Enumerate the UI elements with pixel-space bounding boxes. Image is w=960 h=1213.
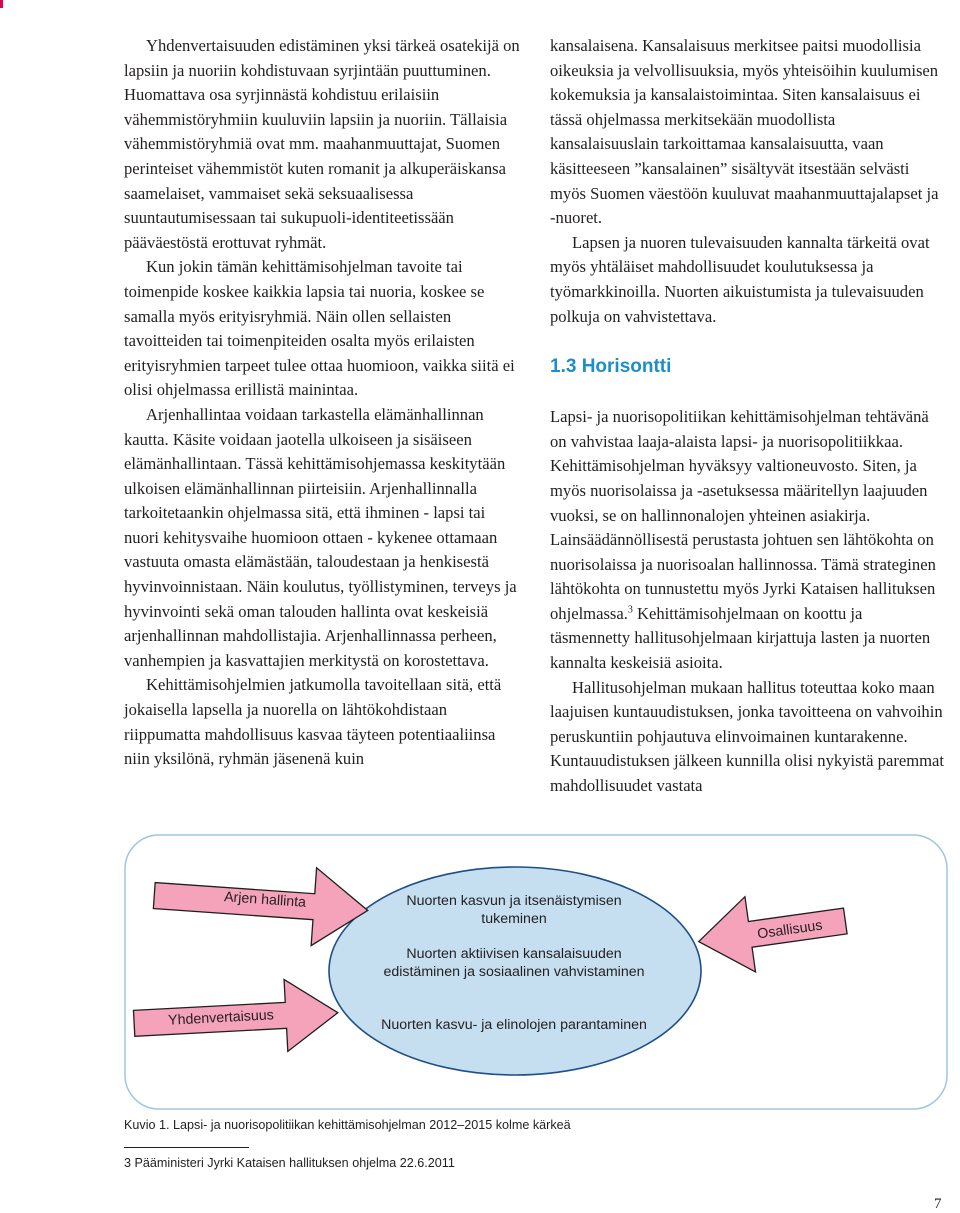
- arrow-label-osallisuus: Osallisuus: [756, 917, 824, 943]
- paragraph: [550, 405, 946, 676]
- paragraph: Hallitusohjelman mukaan hallitus toteuttaa koko maan laajuisen kuntauudistuksen, jonka tavoitteena on vahvoihin peruskuntiin pohjautuva elinvoimainen kuntarakenne. Kuntauudistuksen jälkeen kunnilla olisi nykyistä paremmat mahdollisuudet vastata: [550, 677, 945, 796]
- ellipse-item: Nuorten kasvun ja itsenäistymisen tukeminen: [406, 893, 622, 927]
- figure-diagram: [124, 834, 949, 1110]
- paragraph: kansalaisena. Kansalaisuus merkitsee paitsi muodollisia oikeuksia ja velvollisuuksia, myös yhteisöihin kuulumisen kokemuksia ja kansalaistoimintaa. Siten kansalaisuus ei tässä ohjelmassa merkitsekään muodollista kansalaisuuslain tarkoittamaa kansalaisuutta, vaan käsitteeseen ”kansalainen” sisältyvät itsestään selvästi myös Suomen väestöön kuuluvat maahanmuuttajalapset ja -nuoret.: [550, 36, 939, 228]
- footnote: 3 Pääministeri Jyrki Kataisen hallituksen ohjelma 22.6.2011: [124, 1156, 455, 1170]
- ellipse-item: Nuorten kasvu- ja elinolojen parantaminen: [381, 1017, 647, 1033]
- page-number: 7: [934, 1196, 942, 1212]
- arrow-label-yhdenvertaisuus: Yhdenvertaisuus: [167, 1007, 275, 1029]
- paragraph: Yhdenvertaisuuden edistäminen yksi tärkeä osatekijä on lapsiin ja nuoriin kohdistuvaan syrjintään puuttuminen. Huomattava osa syrjinnästä kohdistuu erilaisiin vähemmistöryhmiin kuuluviin lapsiin ja nuoriin. Tällaisia vähemmistöryhmiä ovat mm. maahanmuuttajat, Suomen perinteiset vähemmistöt kuten romanit ja alkuperäiskansa saamelaiset, vammaiset sekä seksuaalisessa suuntautumisessaan tai sukupuoli-identiteetissään pääväestöstä erottuvat ryhmät.: [124, 36, 520, 252]
- right-column: [550, 34, 946, 799]
- figure-caption: Kuvio 1. Lapsi- ja nuorisopolitiikan kehittämisohjelman 2012–2015 kolme kärkeä: [124, 1118, 571, 1132]
- paragraph: Lapsen ja nuoren tulevaisuuden kannalta tärkeitä ovat myös yhtäläiset mahdollisuudet koulutuksessa ja työmarkkinoilla. Nuorten aikuistumista ja tulevaisuuden polkuja on vahvistettava.: [550, 232, 930, 326]
- arrow-label-arjen-hallinta: Arjen hallinta: [223, 889, 307, 911]
- left-column: [124, 34, 520, 772]
- section-heading: 1.3 Horisontti: [550, 356, 672, 378]
- ellipse-item: Nuorten aktiivisen kansalaisuuden edistäminen ja sosiaalinen vahvistaminen: [383, 946, 645, 980]
- corner-crop-mark: [0, 0, 3, 8]
- paragraph-text: Kehittämisohjelmaan on koottu ja täsmennetty hallitusohjelmaan kirjattuja lasten ja nuorten kannalta keskeisiä asioita.: [550, 603, 931, 673]
- paragraph: Kehittämisohjelmien jatkumolla tavoitellaan sitä, että jokaisella lapsella ja nuorella on lähtökohdistaan riippumatta mahdollisuus kasvaa täyteen potentiaaliinsa niin yksilönä, ryhmän jäsenenä kuin: [124, 675, 502, 769]
- footnote-reference: 3: [627, 604, 633, 616]
- paragraph: Arjenhallintaa voidaan tarkastella elämänhallinnan kautta. Käsite voidaan jaotella ulkoiseen ja sisäiseen elämänhallintaan. Tässä kehittämisohjemassa keskitytään ulkoisen elämänhallinnan piirteisiin. Arjenhallinnalla tarkoitetaankin ohjelmassa sitä, että ihminen - lapsi tai nuori kehitysvaihe huomioon ottaen - kykenee ottamaan vastuuta omasta elämästään, taloudestaan ja henkisestä hyvinvoinnistaan. Näin koulutus, työllistyminen, terveys ja hyvinvointi sekä oman talouden hallinta ovat keskeisiä arjenhallinnan mahdollistajia. Arjenhallinnassa perheen, vanhempien ja kasvattajien merkitystä on korostettava.: [124, 404, 517, 670]
- footnote-divider: [124, 1147, 249, 1148]
- paragraph-text: Lapsi- ja nuorisopolitiikan kehittämisohjelman tehtävänä on vahvistaa laaja-alaista lapsi- ja nuorisopolitiikkaa. Kehittämisohjelman hyväksyy valtioneuvosto. Siten, ja myös nuorisolaissa ja -asetuksessa määritellyn laajuuden vuoksi, se on hallinnonalojen yhteinen asiakirja. Lainsäädännöllisestä perustasta johtuen sen lähtökohta on nuorisolaissa ja nuorisoalan hallinnossa. Tämä strateginen lähtökohta on tunnustettu myös Jyrki Kataisen hallituksen ohjelmassa.: [550, 407, 936, 623]
- paragraph: Kun jokin tämän kehittämisohjelman tavoite tai toimenpide koskee kaikkia lapsia tai nuoria, koskee se samalla myös erityisryhmiä. Näin ollen sellaisten tavoitteiden tai toimenpiteiden osalta myös erilaisten erityisryhmien tarpeet tulee ottaa huomioon, vaikka siitä ei olisi ohjelmassa erillistä mainintaa.: [124, 257, 515, 400]
